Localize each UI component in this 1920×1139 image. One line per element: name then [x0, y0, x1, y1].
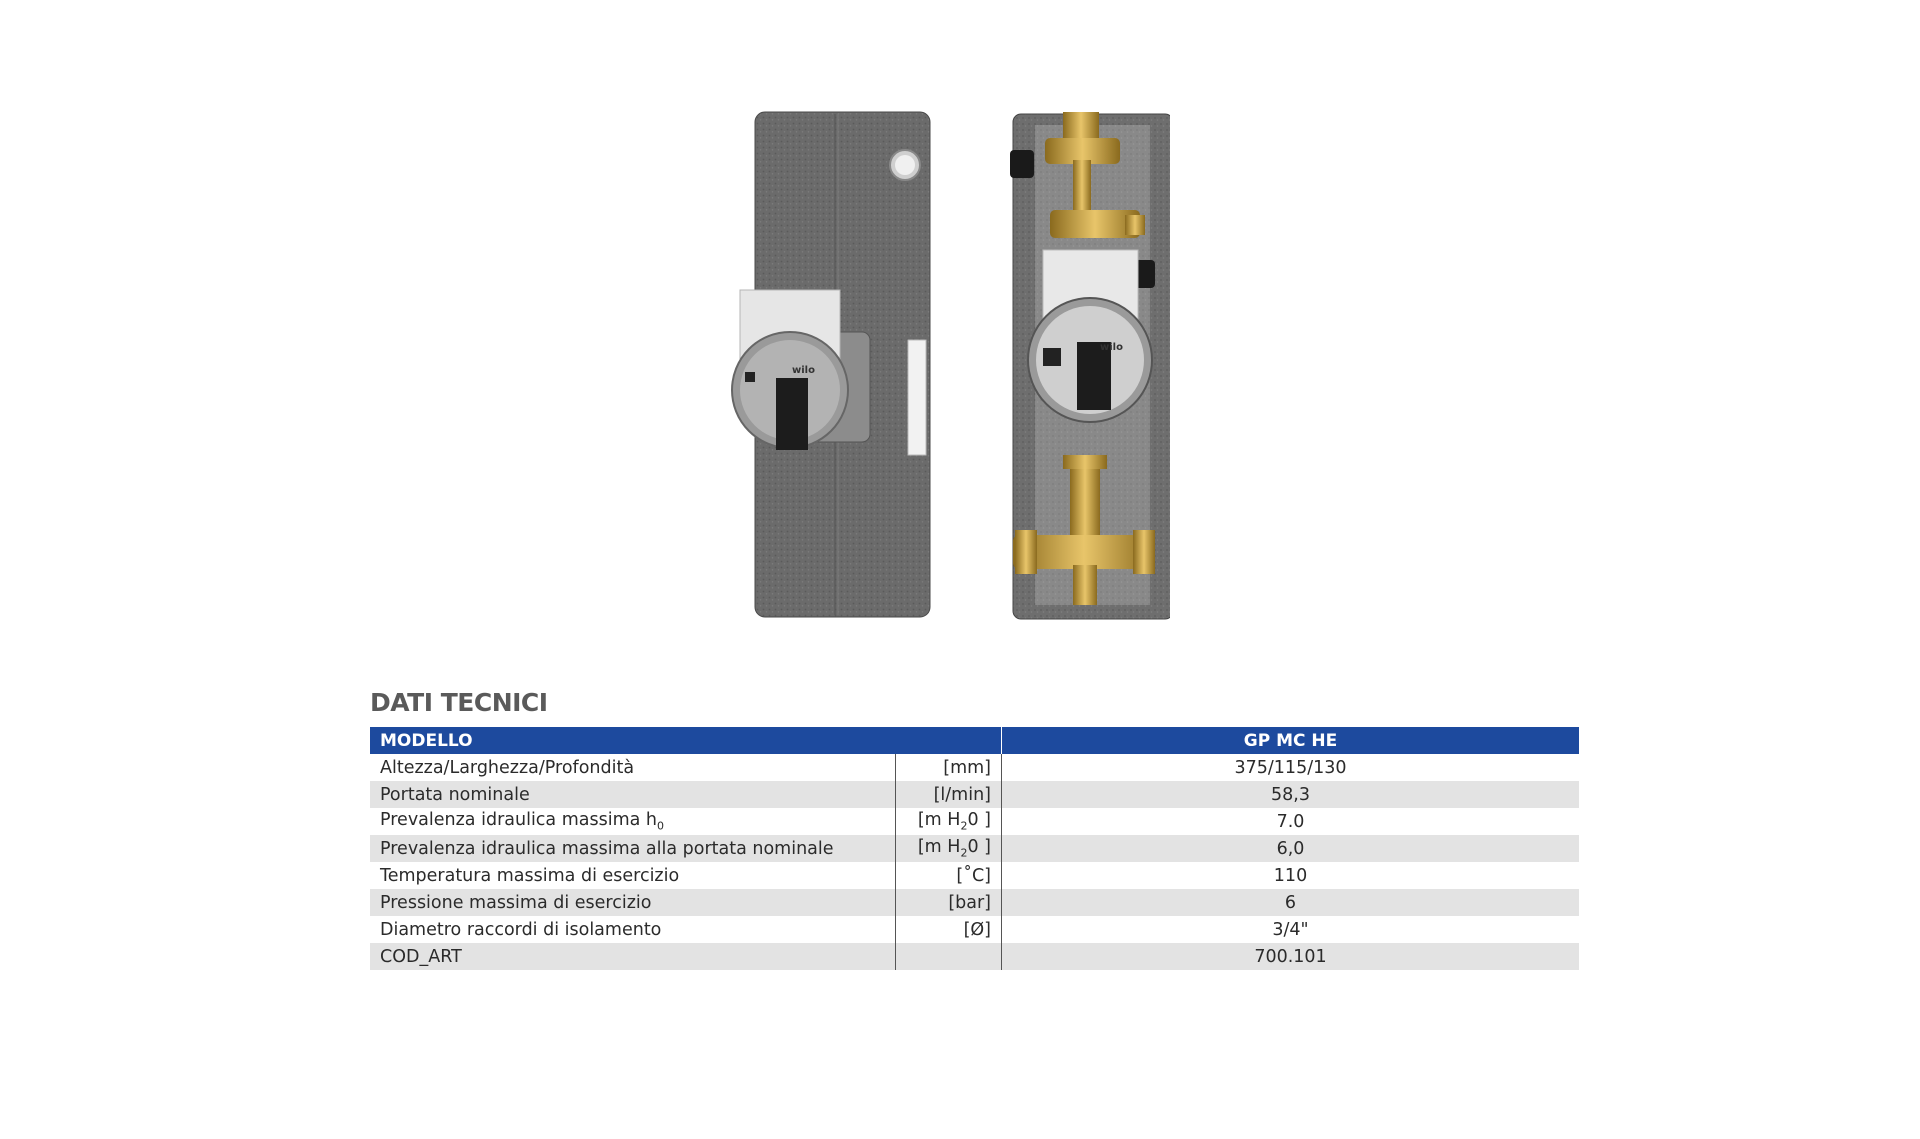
- row-value: 110: [1002, 862, 1580, 889]
- row-value: 7.0: [1002, 808, 1580, 835]
- row-value: 6: [1002, 889, 1580, 916]
- row-unit: [Ø]: [896, 916, 1002, 943]
- table-row: [370, 754, 1579, 781]
- product-images: [700, 100, 1220, 640]
- model-header-value: GP MC HE: [1002, 727, 1580, 754]
- table-row: [370, 781, 1579, 808]
- row-label: Temperatura massima di esercizio: [370, 862, 896, 889]
- row-value: 375/115/130: [1002, 754, 1580, 781]
- section-title: DATI TECNICI: [370, 688, 548, 717]
- row-value: 6,0: [1002, 835, 1580, 862]
- row-label: Altezza/Larghezza/Profondità: [370, 754, 896, 781]
- row-value: 58,3: [1002, 781, 1580, 808]
- table-row: [370, 862, 1579, 889]
- row-label: Pressione massima di esercizio: [370, 889, 896, 916]
- tech-data-table: [370, 727, 1579, 970]
- row-label: Portata nominale: [370, 781, 896, 808]
- brand-label-left: wilo: [792, 365, 815, 376]
- table-header-row: [370, 727, 1579, 754]
- row-label: Prevalenza idraulica massima $h_0$: [370, 808, 896, 835]
- product-image-open: [985, 110, 1170, 630]
- row-unit: [m $H_20$ ]: [896, 835, 1002, 862]
- row-unit: [bar]: [896, 889, 1002, 916]
- row-value: 700.101: [1002, 943, 1580, 970]
- model-header-label: MODELLO: [370, 727, 1002, 754]
- row-unit: [l/min]: [896, 781, 1002, 808]
- table-row: [370, 943, 1579, 970]
- row-unit: [m $H_20$ ]: [896, 808, 1002, 835]
- row-unit: [896, 943, 1002, 970]
- row-label: Diametro raccordi di isolamento: [370, 916, 896, 943]
- brand-label-right: wilo: [1100, 342, 1123, 353]
- row-label: Prevalenza idraulica massima alla portata nominale: [370, 835, 896, 862]
- table-row: [370, 889, 1579, 916]
- row-unit: [˚C]: [896, 862, 1002, 889]
- table-row: [370, 835, 1579, 862]
- row-label: COD_ART: [370, 943, 896, 970]
- table-row: [370, 916, 1579, 943]
- product-image-closed: [720, 110, 940, 630]
- row-unit: [mm]: [896, 754, 1002, 781]
- row-value: 3/4": [1002, 916, 1580, 943]
- table-row: [370, 808, 1579, 835]
